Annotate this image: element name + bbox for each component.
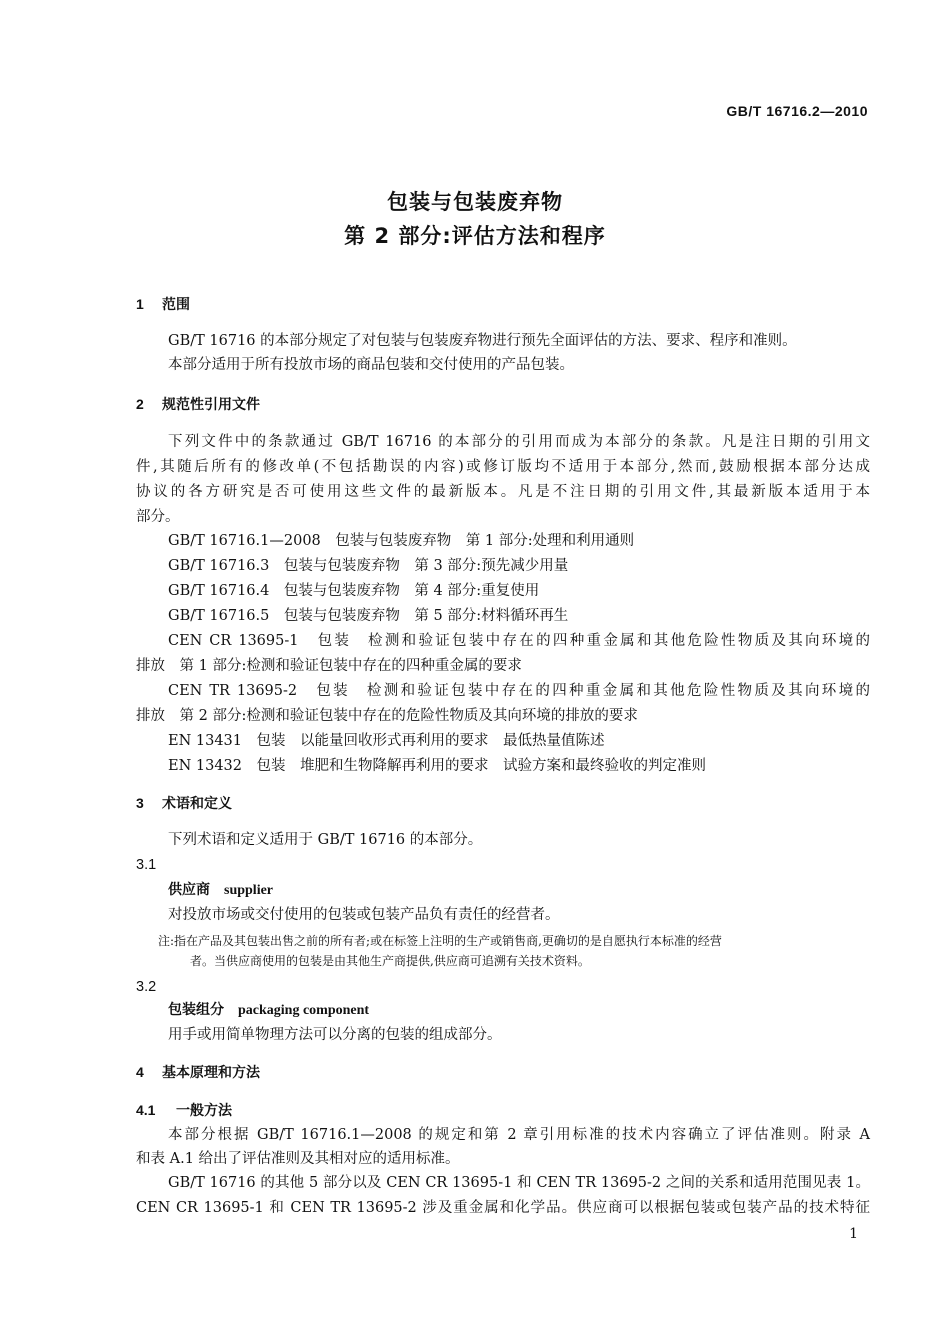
reference-item: EN 13431 包装 以能量回收形式再利用的要求 最低热量值陈述 <box>168 733 605 749</box>
subsection-number: 4.1 <box>136 1102 156 1118</box>
section-2-heading <box>136 394 870 415</box>
title-main: 包装与包装废弃物 <box>387 190 563 214</box>
reference-item: CEN TR 13695-2 包装 检测和验证包装中存在的四种重金属和其他危险性物质及其向环境的 <box>168 683 870 699</box>
term-heading <box>168 880 902 901</box>
section-4-heading <box>136 1062 870 1083</box>
term-en: supplier <box>224 883 274 898</box>
term-definition: 对投放市场或交付使用的包装或包装产品负有责任的经营者。 <box>168 907 560 923</box>
reference-item: GB/T 16716.5 包装与包装废弃物 第 5 部分:材料循环再生 <box>168 608 569 624</box>
section-title: 术语和定义 <box>162 796 232 812</box>
section-number: 3 <box>136 795 144 811</box>
section-1-heading <box>136 294 870 315</box>
term-zh: 供应商 <box>168 882 210 898</box>
section-3-heading <box>136 793 870 814</box>
reference-item-continued: 排放 第 1 部分:检测和验证包装中存在的四种重金属的要求 <box>136 658 522 674</box>
paragraph-line: 本部分根据 GB/T 16716.1—2008 的规定和第 2 章引用标准的技术内容确立了评估准则。附录 A <box>168 1127 870 1143</box>
paragraph: GB/T 16716 的本部分规定了对包装与包装废弃物进行预先全面评估的方法、要求、程序和准则。 <box>168 333 797 349</box>
clause-number: 3.2 <box>136 979 157 995</box>
clause-number: 3.1 <box>136 857 157 873</box>
standard-number: GB/T 16716.2—2010 <box>726 103 868 119</box>
subsection-title: 一般方法 <box>176 1103 232 1119</box>
section-title: 范围 <box>162 297 190 313</box>
reference-item: CEN CR 13695-1 包装 检测和验证包装中存在的四种重金属和其他危险性物质及其向环境的 <box>168 633 870 649</box>
reference-item: GB/T 16716.3 包装与包装废弃物 第 3 部分:预先减少用量 <box>168 558 569 574</box>
paragraph-line: 部分。 <box>136 509 180 525</box>
reference-item: GB/T 16716.4 包装与包装废弃物 第 4 部分:重复使用 <box>168 583 540 599</box>
note-line: 注:指在产品及其包装出售之前的所有者;或在标签上注明的生产或销售商,更确切的是自愿执行本标准的经营 <box>158 934 722 948</box>
section-number: 2 <box>136 396 144 412</box>
section-title: 规范性引用文件 <box>162 397 260 413</box>
paragraph: 本部分适用于所有投放市场的商品包装和交付使用的产品包装。 <box>168 357 574 373</box>
paragraph-line: GB/T 16716 的其他 5 部分以及 CEN CR 13695-1 和 CEN TR 13695-2 之间的关系和适用范围见表 1。 <box>168 1175 870 1191</box>
page-number: 1 <box>849 1226 858 1242</box>
term-zh: 包装组分 <box>168 1002 224 1018</box>
term-heading <box>168 1000 902 1021</box>
section-number: 4 <box>136 1064 144 1080</box>
section-title: 基本原理和方法 <box>162 1065 260 1081</box>
paragraph-line: CEN CR 13695-1 和 CEN TR 13695-2 涉及重金属和化学品。供应商可以根据包装或包装产品的技术特征 <box>136 1200 870 1216</box>
term-number <box>136 855 870 875</box>
note-line: 者。当供应商使用的包装是由其他生产商提供,供应商可追溯有关技术资料。 <box>190 954 590 968</box>
paragraph-line: 下列文件中的条款通过 GB/T 16716 的本部分的引用而成为本部分的条款。凡是注日期的引用文 <box>168 434 870 450</box>
term-definition: 用手或用简单物理方法可以分离的包装的组成部分。 <box>168 1027 502 1043</box>
paragraph-line: 件,其随后所有的修改单(不包括勘误的内容)或修订版均不适用于本部分,然而,鼓励根据本部分达成 <box>136 459 870 475</box>
reference-item: GB/T 16716.1—2008 包装与包装废弃物 第 1 部分:处理和利用通则 <box>168 533 635 549</box>
paragraph-line: 协议的各方研究是否可使用这些文件的最新版本。凡是不注日期的引用文件,其最新版本适用于本 <box>136 484 870 500</box>
subsection-4-1-heading <box>136 1100 870 1121</box>
reference-item-continued: 排放 第 2 部分:检测和验证包装中存在的危险性物质及其向环境的排放的要求 <box>136 708 638 724</box>
title-part: 第 2 部分:评估方法和程序 <box>344 224 606 248</box>
reference-item: EN 13432 包装 堆肥和生物降解再利用的要求 试验方案和最终验收的判定准则 <box>168 758 707 774</box>
paragraph-line: 和表 A.1 给出了评估准则及其相对应的适用标准。 <box>136 1151 460 1167</box>
paragraph: 下列术语和定义适用于 GB/T 16716 的本部分。 <box>168 832 483 848</box>
section-number: 1 <box>136 296 144 312</box>
term-en: packaging component <box>238 1003 370 1018</box>
term-number <box>136 977 870 997</box>
